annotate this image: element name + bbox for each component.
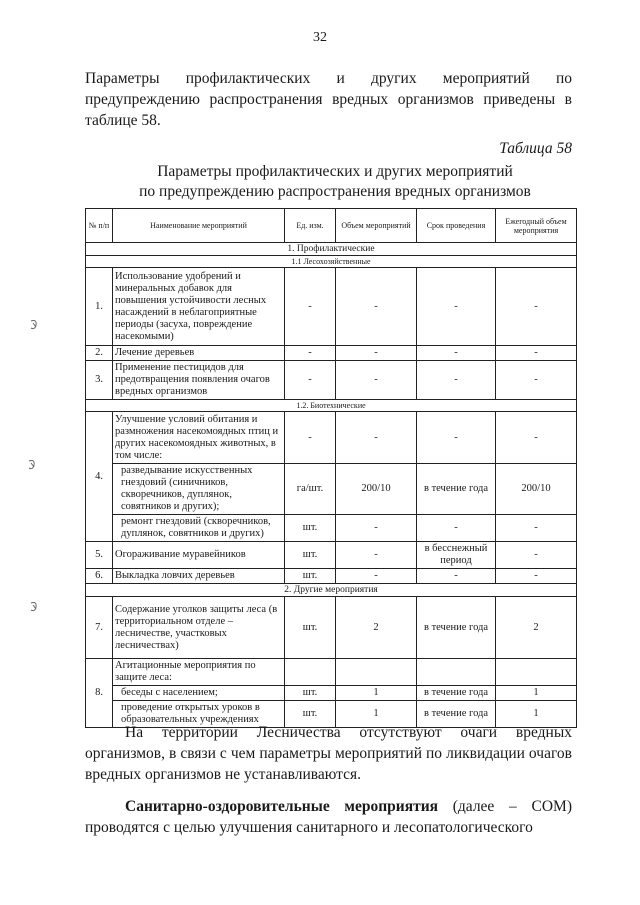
table-title-line-1: Параметры профилактических и других мероприятий	[157, 163, 513, 180]
cell-num: 4.	[86, 412, 113, 542]
section-title: 1. Профилактические	[86, 243, 577, 256]
section-title: 1.1 Лесохозяйственные	[86, 256, 577, 268]
cell-unit	[285, 659, 336, 686]
cell-volume: -	[336, 569, 417, 584]
cell-num: 1.	[86, 268, 113, 346]
cell-num: 7.	[86, 597, 113, 659]
cell-name: беседы с населением;	[113, 686, 285, 701]
cell-volume: 1	[336, 686, 417, 701]
binder-hole-mark	[28, 600, 40, 614]
som-term: Санитарно-оздоровительные мероприятия	[125, 798, 439, 815]
table-row	[86, 597, 577, 659]
cell-term: -	[417, 515, 496, 542]
cell-term	[417, 659, 496, 686]
section-row	[86, 584, 577, 597]
cell-volume: -	[336, 515, 417, 542]
cell-unit: шт.	[285, 686, 336, 701]
cell-volume: -	[336, 412, 417, 464]
table-row	[86, 268, 577, 346]
cell-unit: шт.	[285, 515, 336, 542]
cell-term: -	[417, 412, 496, 464]
cell-unit: га/шт.	[285, 464, 336, 515]
binder-hole-mark	[26, 458, 38, 472]
cell-term: в течение года	[417, 686, 496, 701]
header-num: № п/п	[86, 209, 113, 243]
cell-num: 3.	[86, 361, 113, 400]
table-row	[86, 515, 577, 542]
binder-hole-mark	[28, 318, 40, 332]
section-row	[86, 243, 577, 256]
cell-volume: 200/10	[336, 464, 417, 515]
header-unit: Ед. изм.	[285, 209, 336, 243]
cell-name: ремонт гнездовий (скворечников, дуплянок, совятников и других)	[113, 515, 285, 542]
cell-unit: -	[285, 268, 336, 346]
cell-name: проведение открытых уроков в образовательных учреждениях	[113, 701, 285, 728]
cell-unit: шт.	[285, 597, 336, 659]
table-row	[86, 569, 577, 584]
section-title: 2. Другие мероприятия	[86, 584, 577, 597]
cell-volume	[336, 659, 417, 686]
cell-annual: -	[496, 542, 577, 569]
cell-name: Выкладка ловчих деревьев	[113, 569, 285, 584]
cell-annual: 2	[496, 597, 577, 659]
cell-annual: -	[496, 346, 577, 361]
cell-num: 5.	[86, 542, 113, 569]
cell-volume: -	[336, 346, 417, 361]
measures-table	[85, 208, 577, 728]
table-row	[86, 346, 577, 361]
table-row	[86, 542, 577, 569]
cell-unit: шт.	[285, 701, 336, 728]
header-name: Наименование мероприятий	[113, 209, 285, 243]
cell-unit: -	[285, 361, 336, 400]
cell-term: -	[417, 346, 496, 361]
cell-unit: -	[285, 412, 336, 464]
cell-unit: -	[285, 346, 336, 361]
cell-num: 2.	[86, 346, 113, 361]
cell-term: в бесснежный период	[417, 542, 496, 569]
cell-name: разведывание искусственных гнездовий (синичников, скворечников, дуплянок, совятников и других);	[113, 464, 285, 515]
cell-term: -	[417, 361, 496, 400]
cell-annual: 200/10	[496, 464, 577, 515]
cell-term: в течение года	[417, 464, 496, 515]
cell-annual: -	[496, 412, 577, 464]
som-text: (далее – СОМ) проводятся с целью улучшения санитарного и лесопатологического	[85, 798, 572, 836]
cell-volume: 2	[336, 597, 417, 659]
after-table-paragraph: На территории Лесничества отсутствуют очаги вредных организмов, в связи с чем параметры мероприятий по ликвидации очагов вредных организмов не устанавливаются.	[85, 724, 572, 783]
cell-annual: 1	[496, 701, 577, 728]
page-number: 32	[313, 30, 327, 45]
cell-annual	[496, 659, 577, 686]
section-row	[86, 400, 577, 412]
cell-name: Использование удобрений и минеральных добавок для повышения устойчивости лесных насаждений в неблагоприятные периоды (засуха, повреждение насекомыми)	[113, 268, 285, 346]
intro-paragraph: Параметры профилактических и других мероприятий по предупреждению распространения вредных организмов приведены в таблице 58.	[85, 70, 572, 129]
cell-name: Содержание уголков защиты леса (в территориальном отделе – лесничестве, участковых лесничествах)	[113, 597, 285, 659]
table-row	[86, 361, 577, 400]
cell-unit: шт.	[285, 569, 336, 584]
cell-volume: -	[336, 542, 417, 569]
cell-term: -	[417, 268, 496, 346]
cell-unit: шт.	[285, 542, 336, 569]
cell-name: Агитационные мероприятия по защите леса:	[113, 659, 285, 686]
cell-name: Огораживание муравейников	[113, 542, 285, 569]
cell-num: 6.	[86, 569, 113, 584]
cell-annual: 1	[496, 686, 577, 701]
cell-annual: -	[496, 515, 577, 542]
table-row	[86, 659, 577, 686]
cell-volume: -	[336, 361, 417, 400]
section-title: 1.2. Биотехнические	[86, 400, 577, 412]
section-row	[86, 256, 577, 268]
cell-volume: -	[336, 268, 417, 346]
cell-term: в течение года	[417, 597, 496, 659]
cell-annual: -	[496, 268, 577, 346]
cell-annual: -	[496, 361, 577, 400]
som-paragraph	[85, 796, 572, 838]
cell-num: 8.	[86, 659, 113, 728]
table-title	[85, 162, 585, 202]
cell-name: Улучшение условий обитания и размножения насекомоядных птиц и других насекомоядных животных, в том числе:	[113, 412, 285, 464]
header-volume: Объем мероприятий	[336, 209, 417, 243]
cell-volume: 1	[336, 701, 417, 728]
table-title-line-2: по предупреждению распространения вредных организмов	[139, 183, 531, 200]
cell-annual: -	[496, 569, 577, 584]
cell-name: Лечение деревьев	[113, 346, 285, 361]
table-row	[86, 412, 577, 464]
cell-term: в течение года	[417, 701, 496, 728]
header-term: Срок проведения	[417, 209, 496, 243]
table-caption: Таблица 58	[499, 140, 572, 157]
cell-term: -	[417, 569, 496, 584]
table-header-row	[86, 209, 577, 243]
cell-name: Применение пестицидов для предотвращения появления очагов вредных организмов	[113, 361, 285, 400]
table-row	[86, 464, 577, 515]
table-row	[86, 686, 577, 701]
header-annual: Ежегодный объем мероприятия	[496, 209, 577, 243]
